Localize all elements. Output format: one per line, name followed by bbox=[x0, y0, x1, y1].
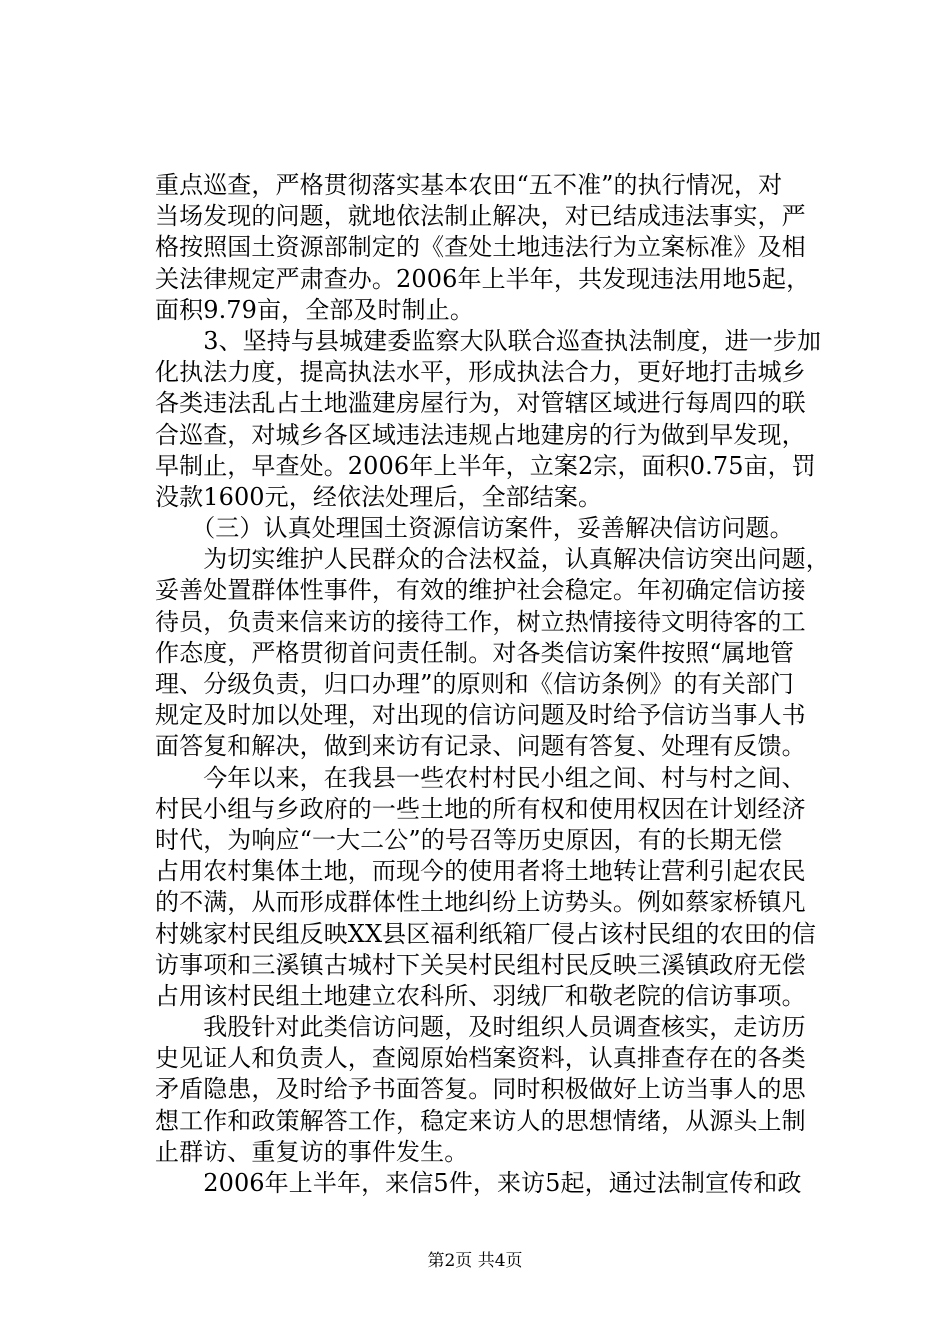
text-line: 村民小组与乡政府的一些土地的所有权和使用权因在计划经济 bbox=[155, 794, 806, 823]
text-line: 想工作和政策解答工作，稳定来访人的思想情绪，从源头上制 bbox=[155, 1106, 806, 1135]
text-line: 重点巡查，严格贯彻落实基本农田“五不准”的执行情况，对 bbox=[155, 171, 783, 199]
text-line: 占用农村集体土地，而现今的使用者将土地转让营利引起农民 bbox=[155, 857, 806, 886]
text-line: 早制止，早查处。2006年上半年，立案2宗，面积0.75亩，罚 bbox=[155, 451, 816, 480]
text-line: 合巡查，对城乡各区域违法违规占地建房的行为做到早发现， bbox=[155, 420, 806, 449]
text-line: 时代，为响应“一大二公”的号召等历史原因，有的长期无偿 bbox=[155, 825, 783, 854]
text-line: （三）认真处理国土资源信访案件，妥善解决信访问题。 bbox=[155, 514, 794, 543]
text-line: 为切实维护人民群众的合法权益，认真解决信访突出问题， bbox=[155, 545, 830, 574]
text-line: 面积9.79亩，全部及时制止。 bbox=[155, 295, 474, 324]
text-line: 各类违法乱占土地滥建房屋行为，对管辖区域进行每周四的联 bbox=[155, 389, 806, 418]
text-line: 待员，负责来信来访的接待工作，树立热情接待文明待客的工 bbox=[155, 607, 806, 636]
text-line: 今年以来，在我县一些农村村民小组之间、村与村之间、 bbox=[155, 763, 806, 792]
text-line: 的不满，从而形成群体性土地纠纷上访势头。例如蔡家桥镇凡 bbox=[155, 888, 806, 917]
text-line: 3、坚持与县城建委监察大队联合巡查执法制度，进一步加 bbox=[155, 326, 822, 355]
text-line: 关法律规定严肃查办。2006年上半年，共发现违法用地5起， bbox=[155, 264, 811, 293]
text-line: 规定及时加以处理，对出现的信访问题及时给予信访当事人书 bbox=[155, 701, 806, 730]
text-line: 止群访、重复访的事件发生。 bbox=[155, 1137, 469, 1166]
text-line: 当场发现的问题，就地依法制止解决，对已结成违法事实，严 bbox=[155, 202, 806, 231]
text-line: 访事项和三溪镇古城村下关吴村民组村民反映三溪镇政府无偿 bbox=[155, 950, 806, 979]
text-line: 化执法力度，提高执法水平，形成执法合力，更好地打击城乡 bbox=[155, 358, 806, 387]
text-line: 我股针对此类信访问题，及时组织人员调查核实，走访历 bbox=[155, 1013, 806, 1042]
text-line: 没款1600元，经依法处理后，全部结案。 bbox=[155, 482, 603, 511]
text-line: 占用该村民组土地建立农科所、羽绒厂和敬老院的信访事项。 bbox=[155, 981, 806, 1010]
text-line: 2006年上半年，来信5件，来访5起，通过法制宣传和政 bbox=[155, 1169, 802, 1197]
text-line: 史见证人和负责人，查阅原始档案资料，认真排查存在的各类 bbox=[155, 1044, 806, 1073]
text-line: 村姚家村民组反映XX县区福利纸箱厂侵占该村民组的农田的信 bbox=[155, 919, 816, 948]
page-footer: 第2页 共4页 bbox=[427, 1251, 523, 1271]
text-line: 作态度，严格贯彻首问责任制。对各类信访案件按照“属地管 bbox=[155, 638, 794, 667]
text-line: 理、分级负责，归口办理”的原则和《信访条例》的有关部门 bbox=[155, 670, 794, 698]
text-line: 矛盾隐患，及时给予书面答复。同时积极做好上访当事人的思 bbox=[155, 1075, 806, 1104]
text-line: 格按照国土资源部制定的《查处土地违法行为立案标准》及相 bbox=[155, 233, 806, 262]
text-line: 面答复和解决，做到来访有记录、问题有答复、处理有反馈。 bbox=[155, 732, 806, 761]
text-line: 妥善处置群体性事件，有效的维护社会稳定。年初确定信访接 bbox=[155, 576, 806, 605]
body-text bbox=[155, 170, 855, 1199]
